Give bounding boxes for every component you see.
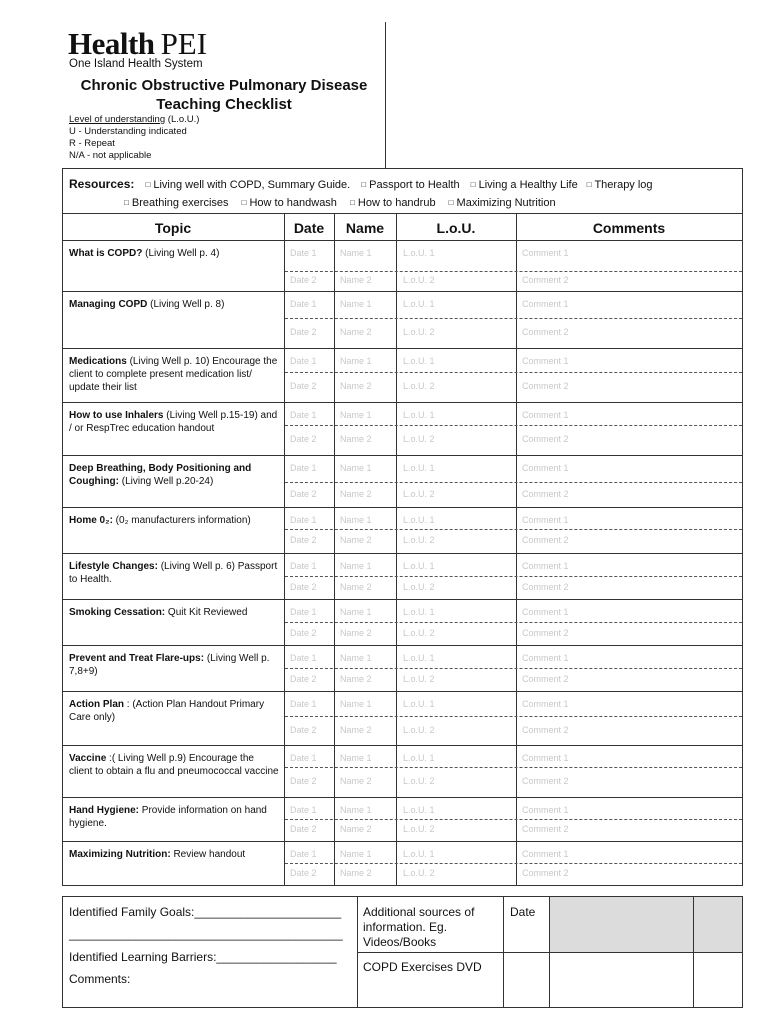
col-divider-date — [284, 213, 285, 885]
topic-cell — [69, 804, 279, 830]
additional-sources-label: Additional sources of information. Eg. Videos/Books — [363, 905, 475, 949]
row-dashed-divider — [285, 482, 742, 483]
row-divider — [62, 553, 743, 554]
date-1-field[interactable]: Date 1 — [290, 248, 317, 258]
name-2-field[interactable]: Name 2 — [340, 868, 372, 878]
topic-cell — [69, 409, 279, 435]
lou-1-field[interactable]: L.o.U. 1 — [403, 561, 435, 571]
date-2-field[interactable]: Date 2 — [290, 628, 317, 638]
name-2-field[interactable]: Name 2 — [340, 824, 372, 834]
row-dashed-divider — [285, 372, 742, 373]
comment-2-field[interactable]: Comment 2 — [522, 327, 569, 337]
row-divider — [62, 402, 743, 403]
comment-2-field[interactable]: Comment 2 — [522, 535, 569, 545]
topic-detail: Provide information on hand hygiene. — [69, 805, 267, 829]
topic-title: Lifestyle Changes: — [69, 561, 158, 572]
bottom-bottom-border — [62, 1007, 743, 1008]
comment-2-field[interactable]: Comment 2 — [522, 776, 569, 786]
row-dashed-divider — [285, 622, 742, 623]
comment-2-field[interactable]: Comment 2 — [522, 489, 569, 499]
row-divider — [62, 599, 743, 600]
comment-1-field[interactable]: Comment 1 — [522, 753, 569, 763]
lou-2-field[interactable]: L.o.U. 2 — [403, 725, 435, 735]
date-1-field[interactable]: Date 1 — [290, 561, 317, 571]
topic-cell — [69, 560, 279, 586]
row-dashed-divider — [285, 668, 742, 669]
row-dashed-divider — [285, 318, 742, 319]
name-1-field[interactable]: Name 1 — [340, 699, 372, 709]
lou-1-field[interactable]: L.o.U. 1 — [403, 805, 435, 815]
topic-cell — [69, 355, 279, 394]
lou-1-field[interactable]: L.o.U. 1 — [403, 753, 435, 763]
lou-1-field[interactable]: L.o.U. 1 — [403, 515, 435, 525]
lou-legend — [69, 114, 199, 162]
resource-item: How to handrub — [357, 197, 436, 209]
date-1-field[interactable]: Date 1 — [290, 699, 317, 709]
resources-line-2 — [124, 197, 724, 209]
logo-brand-2: PEI — [160, 26, 208, 61]
comment-2-field[interactable]: Comment 2 — [522, 674, 569, 684]
resource-item: Breathing exercises — [131, 197, 229, 209]
name-1-field[interactable]: Name 1 — [340, 805, 372, 815]
resource-item: Living well with COPD, Summary Guide. — [153, 179, 351, 191]
lou-1-field[interactable]: L.o.U. 1 — [403, 410, 435, 420]
comment-2-field[interactable]: Comment 2 — [522, 725, 569, 735]
name-1-field[interactable]: Name 1 — [340, 248, 372, 258]
table-top-border — [62, 168, 743, 169]
date-2-field[interactable]: Date 2 — [290, 725, 317, 735]
row-divider — [62, 507, 743, 508]
lou-legend-na: N/A - not applicable — [69, 150, 152, 161]
logo-tagline: One Island Health System — [69, 58, 203, 70]
date-1-field[interactable]: Date 1 — [290, 463, 317, 473]
topic-title: Action Plan — [69, 699, 125, 710]
date-1-field[interactable]: Date 1 — [290, 805, 317, 815]
comment-2-field[interactable]: Comment 2 — [522, 582, 569, 592]
row-divider — [62, 691, 743, 692]
name-1-field[interactable]: Name 1 — [340, 653, 372, 663]
topic-title: Deep Breathing, Body Positioning and Coughing: — [69, 463, 252, 487]
topic-detail: (Living Well p. 4) — [142, 248, 220, 259]
topic-title: Home 0₂: — [69, 515, 113, 526]
col-divider-name — [334, 213, 335, 885]
topic-title: Smoking Cessation: — [69, 607, 166, 618]
topic-detail: (Living Well p. 6) Passport to Health. — [69, 561, 278, 585]
row-dashed-divider — [285, 716, 742, 717]
date-2-field[interactable]: Date 2 — [290, 776, 317, 786]
topic-detail: (Living Well p. 8) — [147, 299, 225, 310]
date-1-field[interactable]: Date 1 — [290, 410, 317, 420]
topic-detail: (Living Well p. 10) Encourage the client to complete present medication list/ update their list — [69, 356, 278, 393]
comment-1-field[interactable]: Comment 1 — [522, 653, 569, 663]
table-right-border — [742, 168, 743, 886]
name-2-field[interactable]: Name 2 — [340, 327, 372, 337]
comment-2-field[interactable]: Comment 2 — [522, 628, 569, 638]
family-goals-field[interactable]: Identified Family Goals:______________________ — [69, 905, 342, 919]
topic-title: What is COPD? — [69, 248, 143, 259]
header-lou: L.o.U. — [436, 220, 476, 236]
comments-field[interactable]: Comments: — [69, 972, 131, 986]
lou-1-field[interactable]: L.o.U. 1 — [403, 607, 435, 617]
checkbox-icon[interactable]: □ — [448, 198, 454, 207]
date-2-field[interactable]: Date 2 — [290, 275, 317, 285]
comment-1-field[interactable]: Comment 1 — [522, 561, 569, 571]
name-1-field[interactable]: Name 1 — [340, 849, 372, 859]
name-2-field[interactable]: Name 2 — [340, 674, 372, 684]
family-goals-blank-line[interactable]: _________________________________________ — [69, 927, 343, 941]
copd-dvd-label: COPD Exercises DVD — [363, 960, 482, 974]
bottom-date-label: Date — [510, 905, 536, 919]
lou-2-field[interactable]: L.o.U. 2 — [403, 327, 435, 337]
resource-item: Passport to Health — [369, 179, 460, 191]
topic-cell — [69, 848, 279, 861]
row-dashed-divider — [285, 271, 742, 272]
comment-2-field[interactable]: Comment 2 — [522, 275, 569, 285]
name-2-field[interactable]: Name 2 — [340, 381, 372, 391]
comment-1-field[interactable]: Comment 1 — [522, 699, 569, 709]
name-2-field[interactable]: Name 2 — [340, 434, 372, 444]
row-divider — [62, 291, 743, 292]
checkbox-icon[interactable]: □ — [470, 180, 476, 189]
name-1-field[interactable]: Name 1 — [340, 515, 372, 525]
lou-1-field[interactable]: L.o.U. 1 — [403, 849, 435, 859]
lou-legend-u: U - Understanding indicated — [69, 126, 187, 137]
resource-item: Maximizing Nutrition — [456, 197, 556, 209]
name-2-field[interactable]: Name 2 — [340, 275, 372, 285]
row-divider — [62, 645, 743, 646]
name-1-field[interactable]: Name 1 — [340, 463, 372, 473]
header-name: Name — [345, 220, 385, 236]
checkbox-icon[interactable]: □ — [145, 180, 151, 189]
date-1-field[interactable]: Date 1 — [290, 299, 317, 309]
header-topic: Topic — [154, 220, 192, 236]
topic-cell — [69, 652, 279, 678]
topic-cell — [69, 752, 279, 778]
header-date: Date — [293, 220, 325, 236]
checkbox-icon[interactable]: □ — [361, 180, 367, 189]
topic-title: Managing COPD — [69, 299, 148, 310]
date-2-field[interactable]: Date 2 — [290, 535, 317, 545]
comment-1-field[interactable]: Comment 1 — [522, 356, 569, 366]
topic-detail: (Living Well p.15-19) and / or RespTrec education handout — [69, 410, 278, 434]
checkbox-icon[interactable]: □ — [586, 180, 592, 189]
name-1-field[interactable]: Name 1 — [340, 607, 372, 617]
topic-cell — [69, 298, 279, 311]
date-2-field[interactable]: Date 2 — [290, 489, 317, 499]
topic-title: How to use Inhalers — [69, 410, 164, 421]
row-dashed-divider — [285, 819, 742, 820]
topic-detail: :( Living Well p.9) Encourage the client to obtain a flu and pneumococcal vaccine — [69, 753, 279, 777]
date-2-field[interactable]: Date 2 — [290, 434, 317, 444]
topic-title: Medications — [69, 356, 127, 367]
row-dashed-divider — [285, 529, 742, 530]
title-line-2: Teaching Checklist — [156, 96, 292, 113]
date-2-field[interactable]: Date 2 — [290, 381, 317, 391]
bottom-left-border — [62, 896, 63, 1008]
name-2-field[interactable]: Name 2 — [340, 582, 372, 592]
name-1-field[interactable]: Name 1 — [340, 356, 372, 366]
row-divider — [62, 455, 743, 456]
lou-2-field[interactable]: L.o.U. 2 — [403, 489, 435, 499]
col-divider-comments — [516, 213, 517, 885]
topic-detail: (0₂ manufacturers information) — [112, 515, 251, 526]
header-divider — [385, 22, 386, 168]
topic-cell — [69, 698, 279, 724]
comment-1-field[interactable]: Comment 1 — [522, 410, 569, 420]
date-1-field[interactable]: Date 1 — [290, 356, 317, 366]
lou-1-field[interactable]: L.o.U. 1 — [403, 248, 435, 258]
topic-title: Prevent and Treat Flare-ups: — [69, 653, 205, 664]
title-line-1: Chronic Obstructive Pulmonary Disease — [80, 77, 368, 94]
resources-label: Resources: — [69, 177, 135, 191]
row-dashed-divider — [285, 425, 742, 426]
table-left-border — [62, 168, 63, 886]
lou-1-field[interactable]: L.o.U. 1 — [403, 356, 435, 366]
col-divider-lou — [396, 213, 397, 885]
date-1-field[interactable]: Date 1 — [290, 653, 317, 663]
topic-detail: Review handout — [170, 849, 246, 860]
comment-2-field[interactable]: Comment 2 — [522, 434, 569, 444]
lou-legend-r: R - Repeat — [69, 138, 115, 149]
lou-2-field[interactable]: L.o.U. 2 — [403, 381, 435, 391]
row-dashed-divider — [285, 767, 742, 768]
date-2-field[interactable]: Date 2 — [290, 327, 317, 337]
comment-2-field[interactable]: Comment 2 — [522, 824, 569, 834]
comment-2-field[interactable]: Comment 2 — [522, 381, 569, 391]
date-2-field[interactable]: Date 2 — [290, 674, 317, 684]
resource-item: How to handwash — [249, 197, 337, 209]
comment-1-field[interactable]: Comment 1 — [522, 515, 569, 525]
resource-item: Therapy log — [594, 179, 653, 191]
shaded-cell — [550, 897, 693, 952]
comment-1-field[interactable]: Comment 1 — [522, 849, 569, 859]
header-comments: Comments — [592, 220, 666, 236]
row-dashed-divider — [285, 863, 742, 864]
lou-2-field[interactable]: L.o.U. 2 — [403, 824, 435, 834]
lou-1-field[interactable]: L.o.U. 1 — [403, 699, 435, 709]
name-2-field[interactable]: Name 2 — [340, 489, 372, 499]
name-1-field[interactable]: Name 1 — [340, 753, 372, 763]
name-1-field[interactable]: Name 1 — [340, 561, 372, 571]
topic-cell — [69, 247, 279, 260]
row-divider — [62, 348, 743, 349]
document-title — [62, 76, 386, 114]
health-pei-logo — [68, 26, 207, 62]
topic-title: Hand Hygiene: — [69, 805, 140, 816]
lou-1-field[interactable]: L.o.U. 1 — [403, 299, 435, 309]
lou-2-field[interactable]: L.o.U. 2 — [403, 674, 435, 684]
comment-1-field[interactable]: Comment 1 — [522, 299, 569, 309]
date-2-field[interactable]: Date 2 — [290, 868, 317, 878]
comment-1-field[interactable]: Comment 1 — [522, 805, 569, 815]
topic-detail: Quit Kit Reviewed — [165, 607, 248, 618]
name-2-field[interactable]: Name 2 — [340, 776, 372, 786]
row-divider — [62, 841, 743, 842]
comment-1-field[interactable]: Comment 1 — [522, 607, 569, 617]
row-divider — [62, 745, 743, 746]
logo-brand: Health — [68, 26, 155, 61]
table-bottom-border — [62, 885, 743, 886]
lou-2-field[interactable]: L.o.U. 2 — [403, 628, 435, 638]
lou-legend-heading: Level of understanding (L.o.U.) — [69, 114, 200, 125]
topic-detail: : (Action Plan Handout Primary Care only) — [69, 699, 265, 723]
name-2-field[interactable]: Name 2 — [340, 628, 372, 638]
checkbox-icon[interactable]: □ — [350, 198, 355, 207]
lou-2-field[interactable]: L.o.U. 2 — [403, 582, 435, 592]
bottom-row-divider — [357, 952, 743, 953]
lou-2-field[interactable]: L.o.U. 2 — [403, 535, 435, 545]
name-1-field[interactable]: Name 1 — [340, 299, 372, 309]
resource-item: Living a Healthy Life — [478, 179, 578, 191]
resources-line-1 — [69, 177, 739, 191]
topic-detail: (Living Well p. 7,8+9) — [69, 653, 270, 677]
name-2-field[interactable]: Name 2 — [340, 725, 372, 735]
comment-1-field[interactable]: Comment 1 — [522, 463, 569, 473]
row-divider — [62, 797, 743, 798]
lou-1-field[interactable]: L.o.U. 1 — [403, 463, 435, 473]
date-2-field[interactable]: Date 2 — [290, 824, 317, 834]
topic-title: Vaccine — [69, 753, 107, 764]
date-1-field[interactable]: Date 1 — [290, 607, 317, 617]
topic-cell — [69, 462, 279, 488]
name-1-field[interactable]: Name 1 — [340, 410, 372, 420]
row-dashed-divider — [285, 576, 742, 577]
header-bottom-border — [62, 240, 743, 241]
date-1-field[interactable]: Date 1 — [290, 753, 317, 763]
lou-1-field[interactable]: L.o.U. 1 — [403, 653, 435, 663]
lou-2-field[interactable]: L.o.U. 2 — [403, 776, 435, 786]
date-2-field[interactable]: Date 2 — [290, 582, 317, 592]
topic-title: Maximizing Nutrition: — [69, 849, 171, 860]
comment-2-field[interactable]: Comment 2 — [522, 868, 569, 878]
comment-1-field[interactable]: Comment 1 — [522, 248, 569, 258]
shaded-cell — [694, 897, 742, 952]
date-1-field[interactable]: Date 1 — [290, 849, 317, 859]
date-1-field[interactable]: Date 1 — [290, 515, 317, 525]
topic-cell — [69, 514, 279, 527]
topic-cell — [69, 606, 279, 619]
checkbox-icon[interactable]: □ — [124, 198, 129, 207]
lou-2-field[interactable]: L.o.U. 2 — [403, 434, 435, 444]
lou-2-field[interactable]: L.o.U. 2 — [403, 275, 435, 285]
learning-barriers-field[interactable]: Identified Learning Barriers:__________________ — [69, 950, 337, 964]
name-2-field[interactable]: Name 2 — [340, 535, 372, 545]
resources-divider — [62, 213, 743, 214]
topic-detail: (Living Well p.20-24) — [118, 476, 214, 487]
lou-2-field[interactable]: L.o.U. 2 — [403, 868, 435, 878]
checkbox-icon[interactable]: □ — [241, 198, 247, 207]
